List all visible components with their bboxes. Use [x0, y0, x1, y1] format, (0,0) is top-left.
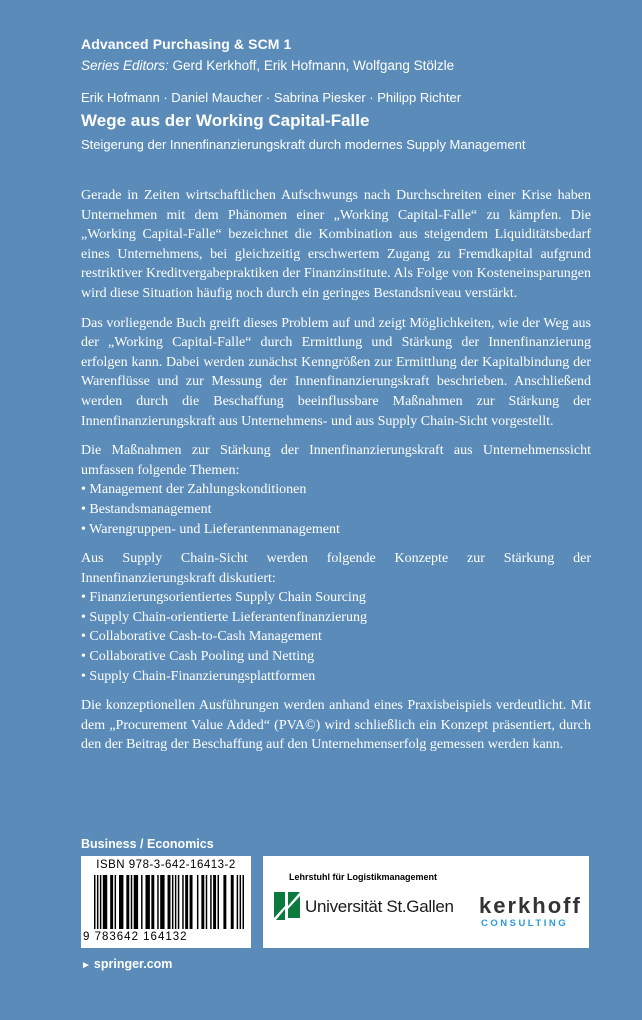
barcode-bar	[223, 875, 226, 929]
series-editors-names: Gerd Kerkhoff, Erik Hofmann, Wolfgang Stölzle	[168, 58, 455, 73]
barcode-bar	[190, 875, 193, 929]
sponsor-logos	[263, 856, 589, 948]
book-subtitle: Steigerung der Innenfinanzierungskraft durch modernes Supply Management	[81, 137, 526, 152]
blurb-paragraph: Das vorliegende Buch greift dieses Problem auf und zeigt Möglichkeiten, wie der Weg aus der „Working Capital-Falle“ durch Ermittlung und Stärkung der Innenfinanzierung erfolgen kann. Dabei werden zunächst Kenngrößen zur Ermittlung der Kapitalbindung der Warenflüsse und zur Messung der Innenfinanzierungskraft beschrieben. Anschließend werden durch die Beschaffung beeinflussbare Maßnahmen zur Stärkung der Innenfinanzierungskraft aus Unternehmens- und aus Supply Chain-Sicht vorgestellt.	[81, 315, 591, 429]
barcode-bar	[201, 875, 204, 929]
list-item: • Collaborative Cash Pooling und Netting	[81, 649, 315, 665]
list-item: • Finanzierungsorientiertes Supply Chain Sourcing	[81, 590, 366, 606]
university-name: Universität St.Gallen	[305, 897, 454, 916]
barcode-icon	[94, 875, 244, 929]
barcode-bar	[168, 875, 171, 929]
barcode-bar	[134, 875, 138, 929]
barcode-bar	[210, 875, 211, 929]
barcode-bar	[172, 875, 173, 929]
blurb-text	[81, 186, 591, 765]
barcode-bar	[151, 875, 154, 929]
barcode-bar	[182, 875, 183, 929]
author-list: Erik Hofmann · Daniel Maucher · Sabrina Piesker · Philipp Richter	[81, 90, 462, 105]
barcode-bar	[97, 875, 98, 929]
arrow-right-icon: ►	[81, 960, 91, 971]
barcode-bar	[218, 875, 219, 929]
barcode-bar	[160, 875, 164, 929]
barcode-bar	[94, 875, 95, 929]
barcode-bar	[141, 875, 142, 929]
blurb-paragraph: Die konzeptionellen Ausführungen werden anhand eines Praxisbeispiels verdeutlicht. Mit dem „Procurement Value Added“ (PVA©) wird schließlich ein Konzept präsentiert, durch den der Beitrag der Beschaffung auf den Unternehmenserfolg gemessen werden kann.	[81, 698, 591, 753]
barcode-bar	[145, 875, 149, 929]
series-editors	[81, 58, 454, 73]
blurb-paragraph: Aus Supply Chain-Sicht werden folgende Konzepte zur Stärkung der Innenfinanzierungskraft diskutiert:	[81, 551, 591, 586]
list-item: • Supply Chain-Finanzierungsplattformen	[81, 668, 316, 684]
barcode-bar	[178, 875, 179, 929]
list-item: • Bestandsmanagement	[81, 501, 212, 517]
barcode-bar	[206, 875, 207, 929]
series-editors-label: Series Editors:	[81, 58, 169, 73]
isbn-number: ISBN 978-3-642-16413-2	[96, 859, 236, 871]
barcode-bar	[231, 875, 234, 929]
barcode-bar	[185, 875, 188, 929]
book-title: Wege aus der Working Capital-Falle	[81, 111, 370, 130]
springer-url: springer.com	[93, 957, 173, 971]
list-item: • Collaborative Cash-to-Cash Management	[81, 629, 322, 645]
isbn-barcode	[81, 856, 251, 948]
barcode-bar	[119, 875, 123, 929]
category-label: Business / Economics	[81, 837, 214, 851]
barcode-bar	[131, 875, 132, 929]
barcode-bar	[240, 875, 241, 929]
barcode-bar	[213, 875, 216, 929]
barcode-bar	[243, 875, 244, 929]
barcode-bar	[197, 875, 198, 929]
blurb-paragraph: Gerade in Zeiten wirtschaftlichen Aufschwungs nach Durchschreiten einer Krise haben Unternehmen mit dem Phänomen einer „Working Capital-Falle“ zu kämpfen. Die „Working Capital-Falle“ bezeichnet die Kombination aus steigendem Liquiditätsbedarf eines Unternehmens, bei gleichzeitig erschwertem Zugang zu Fremdkapital aufgrund restriktiver Kreditvergabepraktiken der Finanzinstitute. Als Folge von Kosteneinsparungen wird diese Situation häufig noch durch ein geringes Bestandsniveau verstärkt.	[81, 188, 591, 301]
lehrstuhl-label: Lehrstuhl für Logistikmanagement	[289, 872, 438, 882]
kerkhoff-consulting: CONSULTING	[481, 918, 569, 929]
springer-link[interactable]	[81, 957, 172, 971]
list-item: • Management der Zahlungskonditionen	[81, 482, 307, 498]
barcode-bar	[126, 875, 129, 929]
series-title: Advanced Purchasing & SCM 1	[81, 36, 292, 52]
barcode-bar	[115, 875, 116, 929]
kerkhoff-logo: kerkhoff	[479, 893, 582, 918]
barcode-bar	[100, 875, 101, 929]
hsg-logo-icon	[272, 888, 302, 922]
barcode-digits: 9 783642 164132	[83, 931, 188, 943]
supply-chain-concepts-list	[81, 588, 591, 686]
company-measures-list	[81, 480, 591, 539]
barcode-bar	[237, 875, 238, 929]
barcode-bar	[110, 875, 113, 929]
blurb-paragraph: Die Maßnahmen zur Stärkung der Innenfinanzierungskraft aus Unternehmenssicht umfassen folgende Themen:	[81, 443, 591, 478]
barcode-bar	[157, 875, 158, 929]
barcode-bar	[175, 875, 176, 929]
list-item: • Supply Chain-orientierte Lieferantenfinanzierung	[81, 609, 367, 625]
list-item: • Warengruppen- und Lieferantenmanagement	[81, 521, 340, 537]
barcode-bar	[103, 875, 107, 929]
